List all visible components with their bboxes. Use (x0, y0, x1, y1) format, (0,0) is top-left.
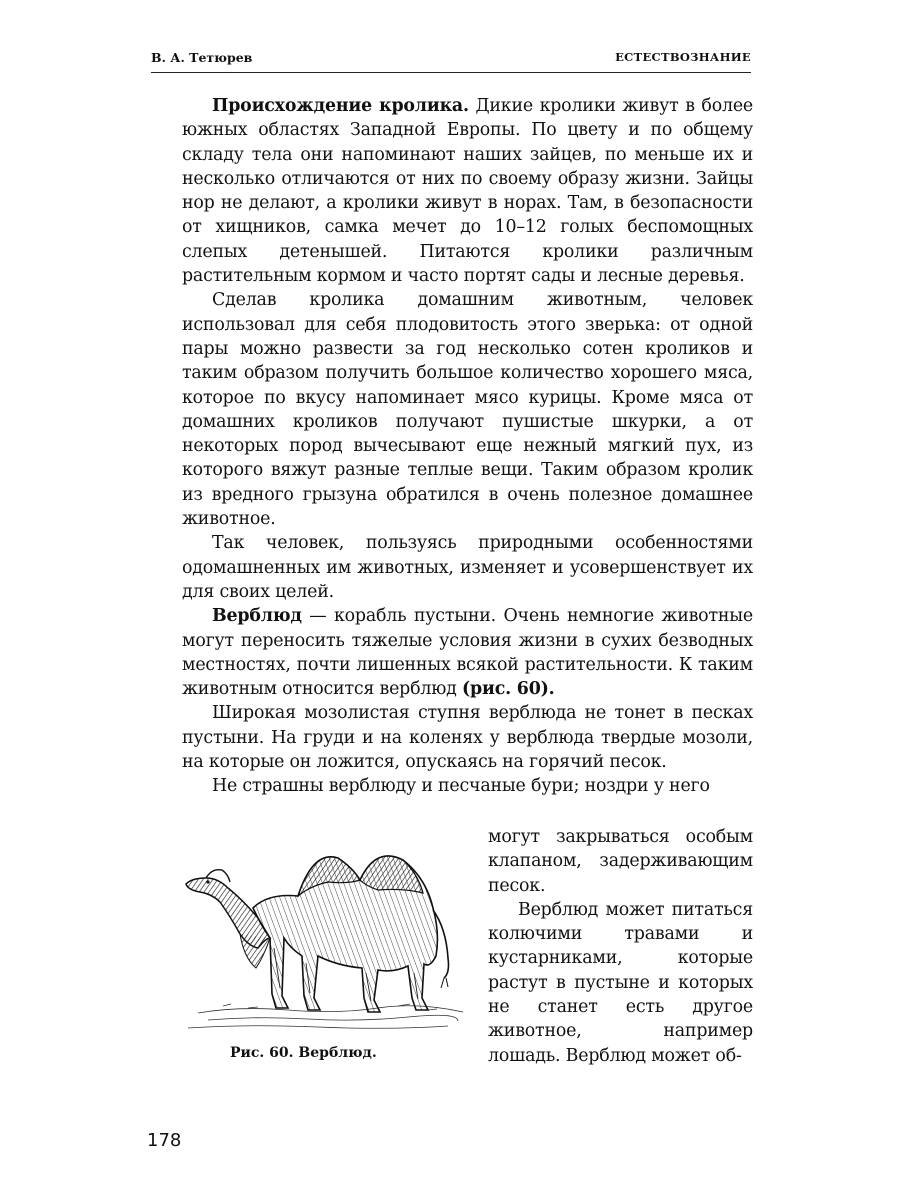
running-header (151, 50, 751, 72)
paragraph-text: — корабль пустыни. Очень немногие животные могут переносить тяжелые условия жизни в сухих безводных местностях, почти лишенных всякой растительности. К таким животным относится верблюд (182, 606, 753, 700)
header-subject: ЕСТЕСТВОЗНАНИЕ (615, 50, 751, 64)
figure-camel (178, 838, 468, 1038)
paragraph-camel-feet (182, 701, 753, 774)
header-author: В. А. Тетюрев (151, 50, 253, 65)
paragraph-rabbit-origin (182, 94, 753, 288)
paragraph-camel-food (488, 898, 753, 1068)
camel-illustration-icon (178, 838, 468, 1038)
paragraph-text: Дикие кролики живут в более южных областях Западной Европы. По цвету и по общему складу тела они напоминают наших зайцев, по меньше их и несколько отличаются от них по своему образу жизни. Зайцы нор не делают, а кролики живут в норах. Там, в безопасности от хищников, самка мечет до 10–12 голых беспомощных слепых детенышей. Питаются кролики различным растительным кормом и часто портят сады и лесные деревья. (182, 96, 754, 287)
paragraph-text: Не страшны верблюду и песчаные бури; ноздри у него (212, 776, 710, 797)
paragraph-heading: Происхождение кролика. (212, 96, 469, 116)
paragraph-camel-storms (182, 774, 753, 798)
page-number: 178 (147, 1130, 182, 1151)
side-text (488, 825, 753, 1068)
figure-caption: Рис. 60. Верблюд. (230, 1045, 377, 1061)
paragraph-text: Верблюд может питаться колючими травами и кустарниками, которые растут в пустыне и которых не станет есть другое животное, например лошадь. Верблюд может об- (488, 899, 753, 1066)
paragraph-text: могут закрываться особым клапаном, задерживающим песок. (488, 827, 753, 896)
paragraph-heading: Верблюд (212, 606, 302, 627)
paragraph-text: Широкая мозолистая ступня верблюда не тонет в песках пустыни. На груди и на коленях у верблюда твердые мозоли, на которые он ложится, опускаясь на горячий песок. (182, 703, 753, 773)
paragraph-text: Сделав кролика домашним животным, человек использовал для себя плодовитость этого зверька: от одной пары можно развести за год несколько сотен кроликов и таким образом получить большое количество хорошего мяса, которое по вкусу напоминает мясо курицы. Кроме мяса от домашних кроликов получают пушистые шкурки, а от некоторых пород вычесывают еще нежный мягкий пух, из которого вяжут разные теплые вещи. Таким образом кролик из вредного грызуна обратился в очень полезное домашнее животное. (182, 290, 753, 530)
paragraph-text: Так человек, пользуясь природными особенностями одомашненных им животных, изменяет и усовершенствует их для своих целей. (182, 533, 753, 602)
figure-reference: (рис. 60). (462, 679, 555, 700)
paragraph-nostrils (488, 825, 753, 898)
main-text (182, 94, 753, 799)
header-rule (151, 72, 751, 73)
paragraph-camel-intro (182, 604, 753, 701)
paragraph-selection (182, 531, 753, 604)
paragraph-domestication (182, 288, 753, 531)
